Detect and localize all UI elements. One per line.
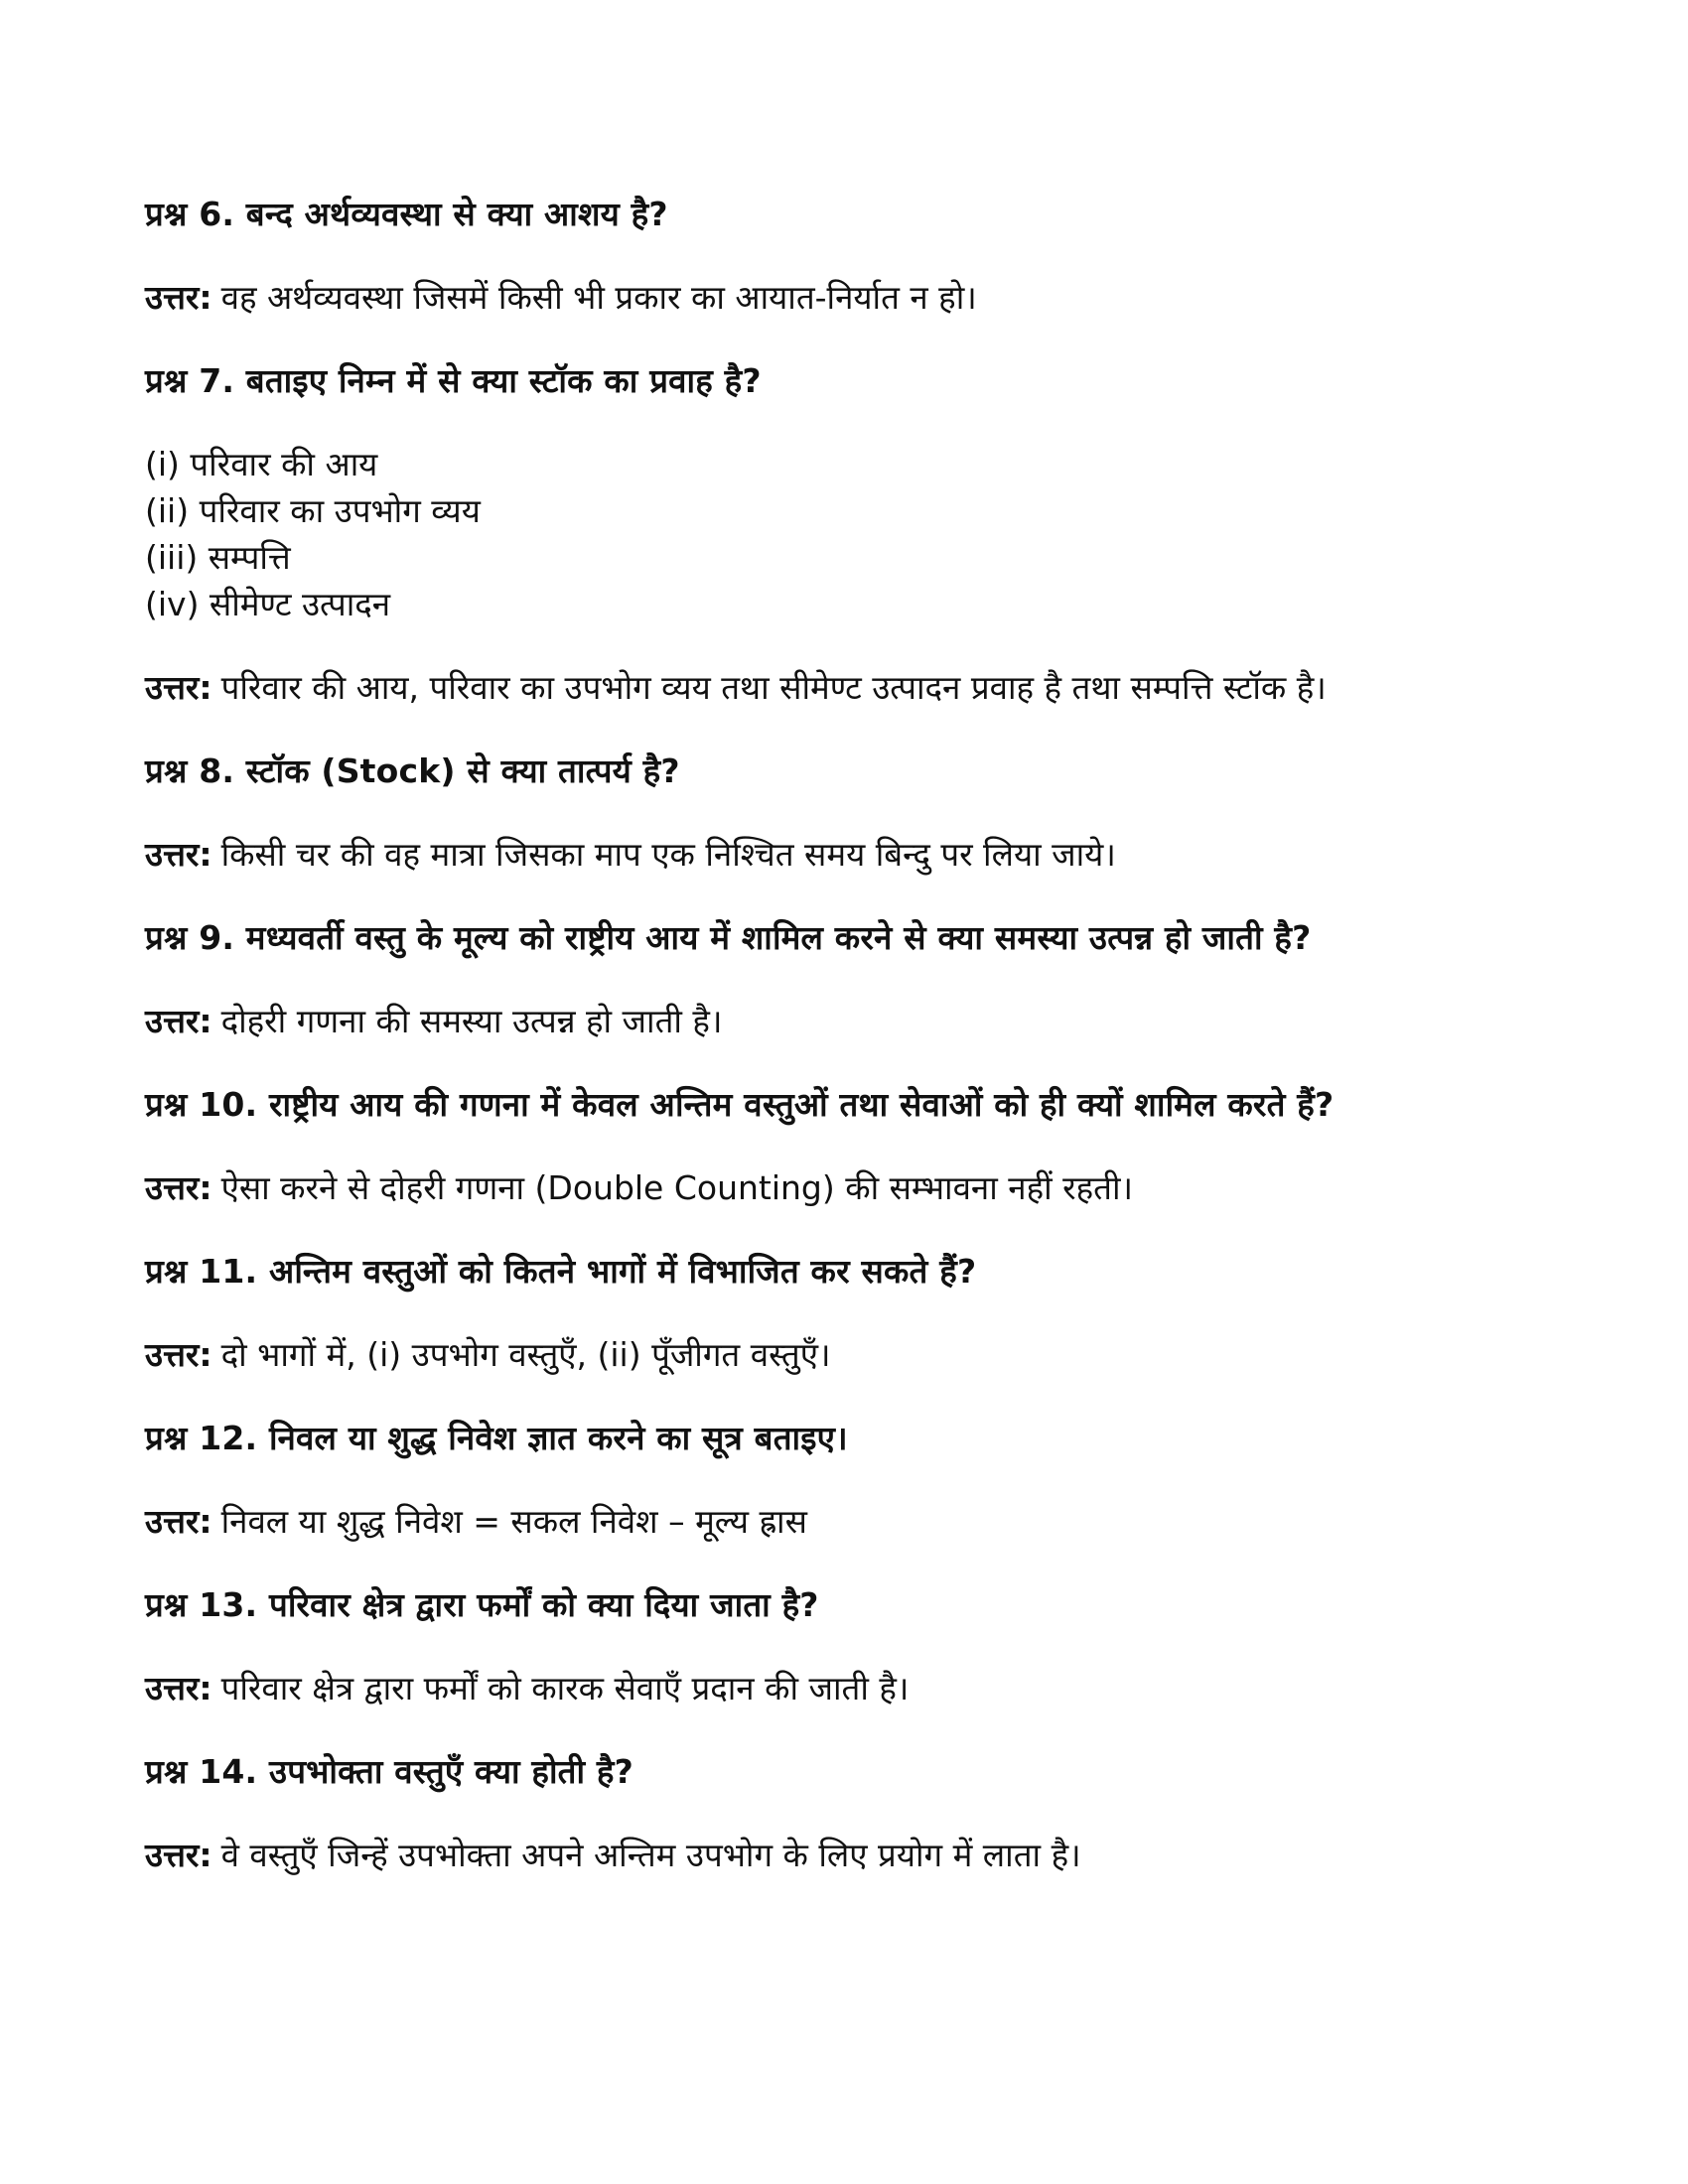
option-line: (ii) परिवार का उपभोग व्यय [145, 491, 481, 530]
options-list [145, 445, 1549, 624]
question-text: प्रश्न 12. निवल या शुद्ध निवेश ज्ञात करने का सूत्र बताइए। [145, 1419, 848, 1457]
answer-text: परिवार क्षेत्र द्वारा फर्मों को कारक सेवाएँ प्रदान की जाती है। [220, 1669, 910, 1707]
answer-text: वह अर्थव्यवस्था जिसमें किसी भी प्रकार का आयात-निर्यात न हो। [220, 278, 977, 317]
question-text: प्रश्न 14. उपभोक्ता वस्तुएँ क्या होती है? [145, 1752, 633, 1791]
question-text: प्रश्न 6. बन्द अर्थव्यवस्था से क्या आशय है? [145, 195, 668, 233]
qa-block-q6 [145, 195, 1549, 318]
answer-text: परिवार की आय, परिवार का उपभोग व्यय तथा सीमेण्ट उत्पादन प्रवाह है तथा सम्पत्ति स्टॉक है। [220, 668, 1327, 707]
answer-paragraph [145, 1002, 1549, 1041]
answer-text: दो भागों में, (i) उपभोग वस्तुएँ, (ii) पूँजीगत वस्तुएँ। [220, 1335, 831, 1374]
qa-block-q12 [145, 1419, 1549, 1542]
answer-text: किसी चर की वह मात्रा जिसका माप एक निश्चित समय बिन्दु पर लिया जाये। [220, 835, 1116, 874]
question-text: प्रश्न 7. बताइए निम्न में से क्या स्टॉक का प्रवाह है? [145, 361, 762, 400]
question-text: प्रश्न 8. स्टॉक (Stock) से क्या तात्पर्य है? [145, 751, 680, 790]
answer-label: उत्तर: [145, 1502, 212, 1541]
answer-paragraph [145, 1502, 1549, 1542]
answer-text: वे वस्तुएँ जिन्हें उपभोक्ता अपने अन्तिम उपभोग के लिए प्रयोग में लाता है। [220, 1836, 1081, 1874]
answer-label: उत्तर: [145, 835, 212, 874]
answer-text: दोहरी गणना की समस्या उत्पन्न हो जाती है। [220, 1002, 723, 1040]
answer-label: उत्तर: [145, 668, 212, 707]
answer-paragraph [145, 835, 1549, 875]
qa-block-q8 [145, 751, 1549, 875]
answer-paragraph [145, 1168, 1549, 1208]
answer-text: ऐसा करने से दोहरी गणना (Double Counting) की सम्भावना नहीं रहती। [220, 1168, 1134, 1207]
answer-text: निवल या शुद्ध निवेश = सकल निवेश – मूल्य ह्रास [220, 1502, 807, 1541]
qa-block-q13 [145, 1585, 1549, 1708]
answer-label: उत्तर: [145, 1002, 212, 1040]
answer-label: उत्तर: [145, 1168, 212, 1207]
question-text: प्रश्न 10. राष्ट्रीय आय की गणना में केवल अन्तिम वस्तुओं तथा सेवाओं को ही क्यों शामिल करते हैं? [145, 1085, 1335, 1124]
answer-paragraph [145, 278, 1549, 318]
question-text: प्रश्न 11. अन्तिम वस्तुओं को कितने भागों में विभाजित कर सकते हैं? [145, 1252, 977, 1291]
option-line: (iv) सीमेण्ट उत्पादन [145, 585, 391, 623]
question-text: प्रश्न 13. परिवार क्षेत्र द्वारा फर्मों को क्या दिया जाता है? [145, 1585, 819, 1624]
answer-label: उत्तर: [145, 278, 212, 317]
option-line: (i) परिवार की आय [145, 445, 378, 483]
question-text: प्रश्न 9. मध्यवर्ती वस्तु के मूल्य को राष्ट्रीय आय में शामिल करने से क्या समस्या उत्पन्न हो जाती है? [145, 918, 1312, 957]
answer-paragraph [145, 668, 1549, 708]
option-line: (iii) सम्पत्ति [145, 538, 291, 577]
answer-label: उत्तर: [145, 1335, 212, 1374]
qa-block-q11 [145, 1252, 1549, 1375]
answer-label: उत्तर: [145, 1836, 212, 1874]
qa-block-q10 [145, 1085, 1549, 1208]
answer-paragraph [145, 1669, 1549, 1708]
qa-block-q7 [145, 361, 1549, 708]
answer-paragraph [145, 1335, 1549, 1375]
answer-label: उत्तर: [145, 1669, 212, 1707]
qa-block-q14 [145, 1752, 1549, 1875]
answer-paragraph [145, 1836, 1549, 1875]
qa-block-q9 [145, 918, 1549, 1041]
